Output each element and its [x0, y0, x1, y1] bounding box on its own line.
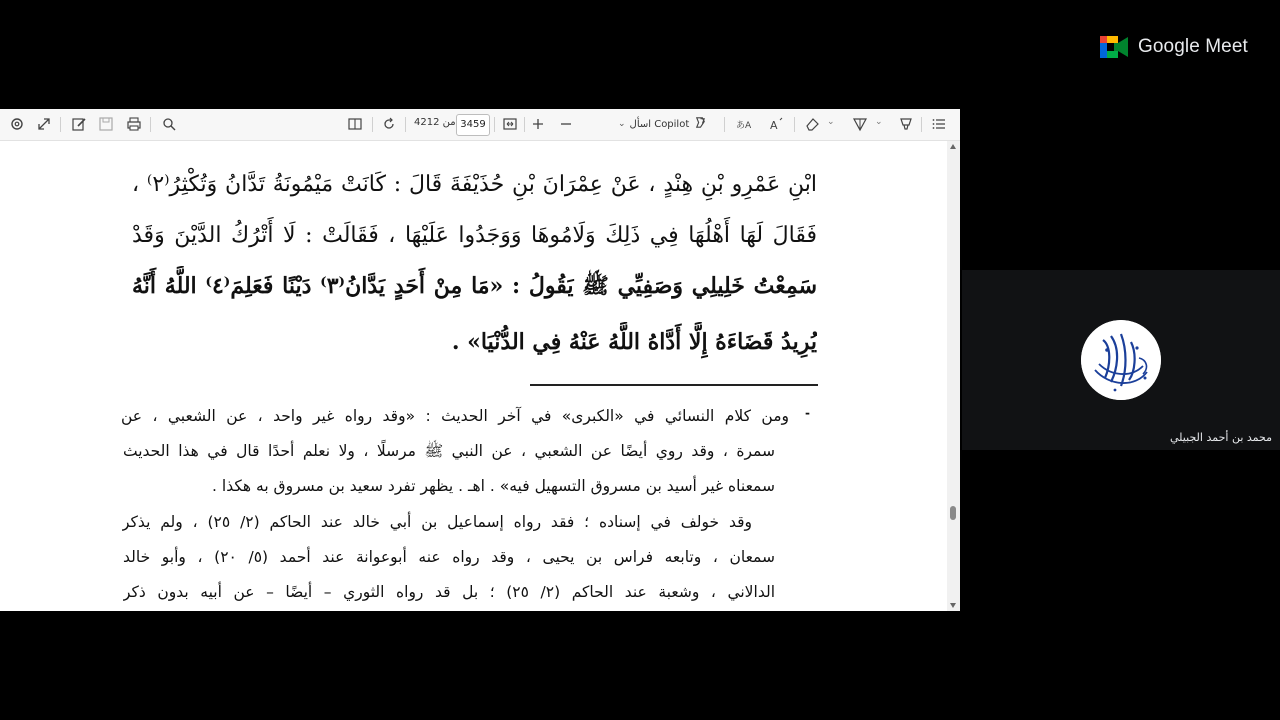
pdf-page[interactable] [0, 141, 947, 611]
toolbar-divider [724, 117, 725, 132]
toolbar-divider [921, 117, 922, 132]
erase-icon[interactable] [804, 116, 820, 132]
chevron-down-icon[interactable]: ⌄ [875, 117, 883, 127]
toolbar-divider [372, 117, 373, 132]
toolbar-divider [405, 117, 406, 132]
scroll-down-arrow-icon[interactable] [950, 603, 956, 608]
save-icon[interactable] [98, 116, 114, 132]
toolbar-divider [150, 117, 151, 132]
google-meet-logo-icon [1100, 36, 1128, 58]
scroll-up-arrow-icon[interactable] [950, 144, 956, 149]
chevron-down-icon[interactable]: ⌄ [827, 117, 835, 127]
hadith-text-line: يُرِيدُ قَضَاءَهُ إِلَّا أَدَّاهُ اللَّهُ عَنْهُ فِي الدُّنْيَا» . [451, 329, 817, 355]
footnote-line: سمعان ، وتابعه فراس بن يحيى ، وقد رواه عنه أبوعوانة عند أحمد (٥/ ٢٠) ، وأبو خالد [123, 548, 775, 566]
footnote-line: ومن كلام النسائي في «الكبرى» في آخر الحديث : «وقد رواه غير واحد ، عن الشعبي ، عن [121, 407, 789, 425]
hadith-text-line: سَمِعْتُ خَلِيلِي وَصَفِيِّي ﷺ يَقُولُ : «مَا مِنْ أَحَدٍ يَدَّانُ⁽٣⁾ دَيْنًا فَعَلِمَ⁽٤⁾ اللَّهُ أَنَّهُ [132, 273, 817, 299]
footnote-divider [530, 384, 818, 386]
google-meet-title: Google Meet [1138, 36, 1248, 57]
footnote-line: وقد خولف في إسناده ؛ فقد رواه إسماعيل بن أبي خالد عند الحاكم (٢/ ٢٥) ، ولم يذكر [122, 513, 752, 531]
print-icon[interactable] [126, 116, 142, 132]
calligraphy-logo-icon [1081, 320, 1161, 400]
footnote-line: الدالاني ، وشعبة عند الحاكم (٢/ ٢٥) ؛ بل قد رواه الثوري – أيضًا – عن أبيه بدون ذكر [123, 583, 775, 601]
settings-icon[interactable] [9, 116, 25, 132]
page-number-input[interactable]: 3459 [456, 114, 490, 136]
hadith-text-line: فَقَالَ لَهَا أَهْلُهَا فِي ذَلِكَ وَلَامُوهَا وَوَجَدُوا عَلَيْهَا ، فَقَالَتْ : لَا أَتْرُكُ الدَّيْنَ وَقَدْ [132, 223, 817, 248]
highlight-icon[interactable] [898, 116, 914, 132]
pdf-toolbar [0, 109, 960, 141]
page-total-label: من 4212 [414, 117, 456, 128]
fit-page-icon[interactable] [502, 116, 518, 132]
svg-text:あA: あA [736, 121, 751, 131]
zoom-out-icon[interactable] [558, 116, 574, 132]
draw-icon[interactable] [852, 116, 868, 132]
annotate-icon[interactable] [71, 116, 87, 132]
vertical-scrollbar[interactable] [947, 141, 960, 611]
google-meet-brand [1100, 34, 1248, 60]
page-view-icon[interactable] [347, 116, 363, 132]
copilot-icon [693, 115, 708, 133]
toolbar-divider [524, 117, 525, 132]
footnote-marker: - [805, 406, 810, 420]
copilot-label: اسأل Copilot [629, 118, 690, 130]
fullscreen-icon[interactable] [36, 116, 52, 132]
toolbar-divider [60, 117, 61, 132]
pdf-viewer-window [0, 109, 960, 611]
zoom-in-icon[interactable] [530, 116, 546, 132]
footnote-line: سمرة ، وقد روي أيضًا عن الشعبي ، عن النبي ﷺ مرسلًا ، ولا نعلم أحدًا قال في هذا الحديث [123, 442, 775, 460]
participant-name: محمد بن أحمد الجبيلي [1170, 431, 1272, 444]
contents-icon[interactable] [931, 116, 947, 132]
chevron-down-icon: ⌄ [618, 119, 626, 129]
rotate-icon[interactable] [381, 116, 397, 132]
footnote-line: سمعناه غير أسيد بن مسروق التسهيل فيه» . اهـ . يظهر تفرد سعيد بن مسروق به هكذا . [212, 477, 775, 495]
participant-tile[interactable] [962, 270, 1280, 450]
toolbar-divider [494, 117, 495, 132]
scroll-thumb[interactable] [950, 506, 956, 520]
svg-text:A: A [770, 119, 778, 132]
ask-copilot-button[interactable] [618, 113, 708, 135]
toolbar-divider [794, 117, 795, 132]
hadith-text-line: ابْنِ عَمْرِو بْنِ هِنْدٍ ، عَنْ عِمْرَانَ بْنِ حُذَيْفَةَ قَالَ : كَانَتْ مَيْمُونَةُ تَدَّانُ وَتُكْثِرُ⁽٢⁾ ، [132, 172, 817, 197]
translate-icon[interactable] [735, 116, 751, 132]
search-icon[interactable] [161, 116, 177, 132]
read-aloud-icon[interactable] [769, 116, 785, 132]
